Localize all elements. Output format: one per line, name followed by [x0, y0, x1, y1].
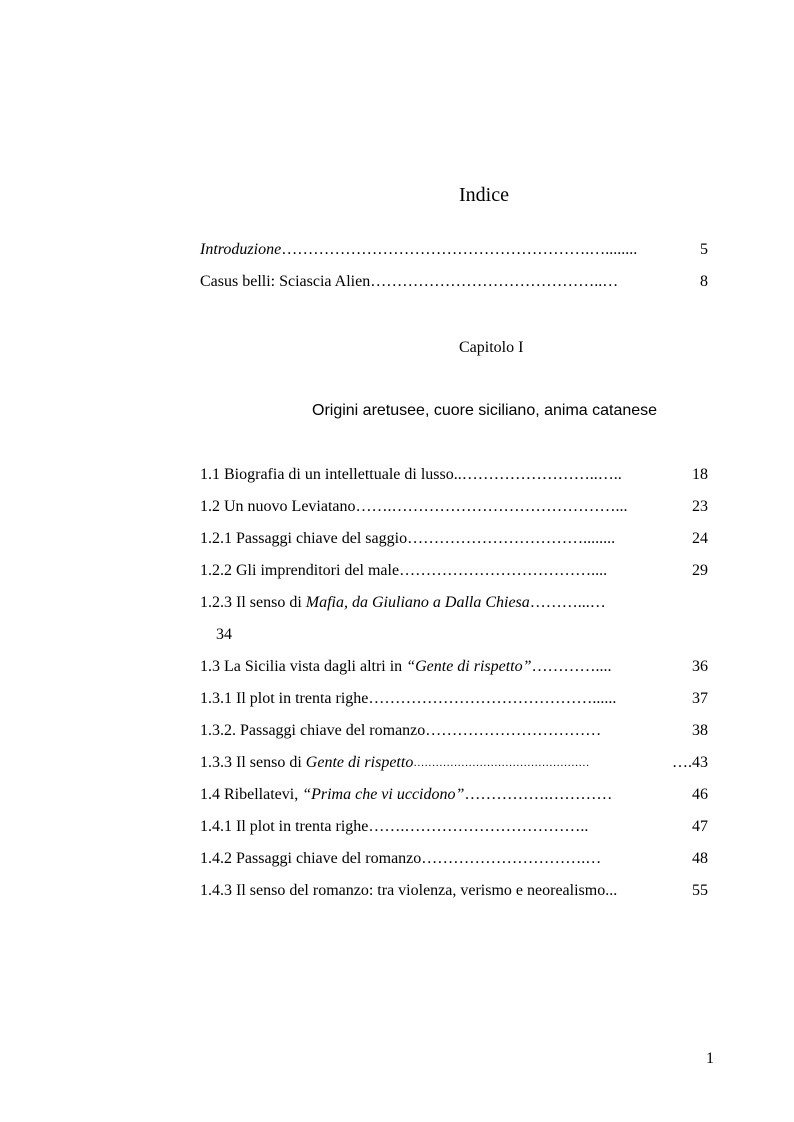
toc-entry-italic-title: “Prima che vi uccidono”: [302, 786, 465, 803]
toc-leader: …….……………………………………...: [355, 498, 628, 515]
toc-entry-wrapped[interactable]: [200, 593, 606, 613]
toc-page: 34: [216, 626, 232, 643]
toc-leader: ..……………………..…..: [453, 466, 622, 483]
toc-entry[interactable]: [200, 753, 708, 773]
toc-entry-number: 1.4.1: [200, 818, 232, 835]
toc-entry-number: 1.1: [200, 466, 220, 483]
toc-entry-number: 1.3.3: [200, 754, 232, 771]
toc-entry[interactable]: [200, 881, 708, 901]
toc-leader: ……………………………………......: [368, 690, 617, 707]
toc-page: 55: [692, 882, 708, 899]
toc-entry[interactable]: [200, 721, 708, 741]
toc-entry-italic-title: Gente di rispetto: [305, 754, 414, 771]
toc-entry-label: Biografia di un intellettuale di lusso: [220, 466, 454, 483]
toc-entry-number: 1.2: [200, 498, 220, 515]
chapter-subtitle: Origini aretusee, cuore siciliano, anima catanese: [312, 402, 658, 419]
toc-page: 46: [692, 786, 708, 803]
toc-page: 18: [692, 466, 708, 483]
toc-page: 47: [692, 818, 708, 835]
toc-page: 37: [692, 690, 708, 707]
toc-entry-label: La Sicilia vista dagli altri in: [220, 658, 407, 675]
toc-entry-label: Passaggi chiave del saggio: [232, 530, 408, 547]
toc-leader: …………....: [531, 658, 612, 675]
toc-entry-label: Il senso di: [232, 754, 306, 771]
toc-leader: …………………………………………: [413, 757, 590, 769]
page-title: Indice: [459, 184, 509, 206]
toc-entry-number: 1.2.1: [200, 530, 232, 547]
toc-entry-label: Passaggi chiave del romanzo: [236, 722, 426, 739]
toc-entry-number: 1.3.1: [200, 690, 232, 707]
toc-entry[interactable]: [200, 465, 708, 485]
toc-entry-label: Ribellatevi,: [220, 786, 303, 803]
toc-leader: ……………………………: [425, 722, 602, 739]
toc-entry[interactable]: [200, 785, 708, 805]
page-number: 1: [706, 1050, 714, 1067]
toc-page: 23: [692, 498, 708, 515]
toc-page: 8: [700, 273, 708, 290]
toc-entry-number: 1.2.2: [200, 562, 232, 579]
toc-entry[interactable]: [200, 689, 708, 709]
toc-entry-introduzione[interactable]: [200, 240, 708, 260]
toc-entry-number: 1.3: [200, 658, 220, 675]
toc-page: 24: [692, 530, 708, 547]
toc-entry-number: 1.4: [200, 786, 220, 803]
toc-entry-label: Gli imprenditori del male: [232, 562, 400, 579]
toc-entry-number: 1.3.2.: [200, 722, 236, 739]
toc-page: 29: [692, 562, 708, 579]
toc-leader: ……………………………........: [407, 530, 616, 547]
toc-entry-label: Il senso del romanzo: tra violenza, verismo e neorealismo: [232, 882, 606, 899]
toc-entry[interactable]: [200, 657, 708, 677]
toc-page: 43: [692, 754, 708, 771]
toc-entry-label: Casus belli: Sciascia Alien: [200, 273, 371, 290]
toc-entry[interactable]: [200, 529, 708, 549]
toc-leader: ………...…: [529, 594, 606, 611]
toc-page: 48: [692, 850, 708, 867]
toc-entry-label: Introduzione: [200, 241, 282, 258]
toc-entry-label: Il plot in trenta righe: [232, 690, 369, 707]
toc-entry-number: 1.2.3: [200, 594, 232, 611]
toc-entry-italic-title: Mafia, da Giuliano a Dalla Chiesa: [305, 594, 530, 611]
toc-entry-italic-title: “Gente di rispetto”: [406, 658, 532, 675]
toc-entry-label: Un nuovo Leviatano: [220, 498, 356, 515]
toc-entry[interactable]: [200, 497, 708, 517]
toc-entry-label: Passaggi chiave del romanzo: [232, 850, 422, 867]
chapter-heading: Capitolo I: [459, 339, 524, 356]
toc-leader: ………………………………………………….…........: [281, 241, 638, 258]
toc-leader: ………………………….…: [421, 850, 602, 867]
toc-page: 5: [700, 241, 708, 258]
toc-leader: …….……………………………..: [368, 818, 589, 835]
toc-entry-casus-belli[interactable]: [200, 272, 708, 292]
toc-entry-number: 1.4.2: [200, 850, 232, 867]
toc-entry-label: Il senso di: [232, 594, 306, 611]
toc-leader: ...: [605, 882, 618, 899]
toc-entry[interactable]: [200, 561, 708, 581]
toc-entry-label: Il plot in trenta righe: [232, 818, 369, 835]
toc-page: 38: [692, 722, 708, 739]
toc-leader: ……………………………………..…: [370, 273, 619, 290]
toc-entry[interactable]: [200, 817, 708, 837]
toc-page: 36: [692, 658, 708, 675]
toc-entry-number: 1.4.3: [200, 882, 232, 899]
toc-leader: …………….…………: [464, 786, 613, 803]
toc-entry[interactable]: [200, 849, 708, 869]
toc-leader-tail: ….: [672, 754, 692, 771]
toc-leader: ………………………………....: [399, 562, 608, 579]
